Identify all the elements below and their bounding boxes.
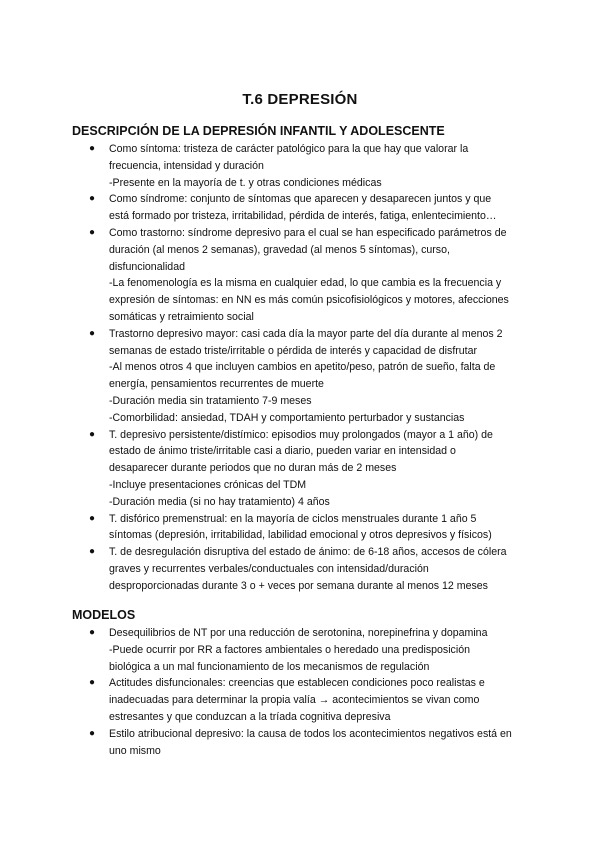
list-item-text: frecuencia, intensidad y duración	[109, 159, 264, 172]
bullet-icon: ●	[89, 143, 96, 154]
list-item	[0, 427, 600, 511]
list-item-text: Como síndrome: conjunto de síntomas que aparecen y desaparecen juntos y que	[109, 193, 492, 206]
bullet-icon: ●	[89, 226, 96, 238]
bullet-icon: ●	[89, 327, 96, 339]
bullet-icon: ●	[89, 677, 96, 689]
list-item-text: está formado por tristeza, irritabilidad, pérdida de interés, fatiga, enlentecimiento…	[109, 210, 497, 223]
list-item	[0, 726, 600, 760]
list-item-text: Trastorno depresivo mayor: casi cada día la mayor parte del día durante al menos 2	[109, 327, 503, 340]
list-item-text: -Presente en la mayoría de t. y otras condiciones médicas	[109, 176, 382, 189]
list-item	[0, 511, 600, 545]
bullet-icon: ●	[89, 627, 96, 638]
list-item-text: biológica a un mal funcionamiento de los mecanismos de regulación	[109, 660, 430, 673]
page-title: T.6 DEPRESIÓN	[242, 91, 358, 108]
list-item-text: -Al menos otros 4 que incluyen cambios en apetito/peso, patrón de sueño, falta de	[109, 361, 496, 374]
list-item-text: uno mismo	[109, 744, 161, 757]
list-item-text: desaparecer durante periodos que no duran más de 2 meses	[109, 462, 397, 475]
list-item-text: estado de ánimo triste/irritable casi a diario, pueden variar en intensidad o	[109, 445, 456, 458]
list-item	[0, 141, 600, 191]
list-item	[0, 675, 600, 725]
list-item-text: -Comorbilidad: ansiedad, TDAH y comportamiento perturbador y sustancias	[109, 411, 465, 424]
list-item-text: graves y recurrentes verbales/conductuales con intensidad/duración	[109, 562, 429, 575]
list-item-text: estresantes y que conduzcan a la tríada cognitiva depresiva	[109, 710, 391, 723]
list-item-text: disfuncionalidad	[109, 260, 185, 273]
list-item-text: desproporcionadas durante 3 o + veces por semana durante al menos 12 meses	[109, 579, 488, 592]
list-item-text: Como trastorno: síndrome depresivo para el cual se han especificado parámetros de	[109, 226, 507, 239]
list-item	[0, 225, 600, 326]
list-item-text: -Duración media sin tratamiento 7-9 meses	[109, 394, 312, 407]
list-item-text: Como síntoma: tristeza de carácter patológico para la que hay que valorar la	[109, 143, 469, 155]
list-item-text: -La fenomenología es la misma en cualquier edad, lo que cambia es la frecuencia y	[109, 277, 502, 290]
list-item-text: -Puede ocurrir por RR a factores ambientales o heredado una predisposición	[109, 643, 470, 656]
list-item-text: Actitudes disfuncionales: creencias que establecen condiciones poco realistas e	[109, 677, 485, 690]
list-item-text: T. disfórico premenstrual: en la mayoría de ciclos menstruales durante 1 año 5	[109, 512, 477, 525]
bullet-icon: ●	[89, 546, 96, 558]
descripcion-list	[0, 141, 600, 595]
section-heading-descripcion: DESCRIPCIÓN DE LA DEPRESIÓN INFANTIL Y ADOLESCENTE	[72, 124, 445, 138]
list-item-text: semanas de estado triste/irritable o pérdida de interés y capacidad de disfrutar	[109, 344, 478, 357]
list-item-text: T. de desregulación disruptiva del estado de ánimo: de 6-18 años, accesos de cólera	[109, 546, 507, 559]
list-item	[0, 625, 600, 675]
list-item-text: Estilo atribucional depresivo: la causa de todos los acontecimientos negativos está en	[109, 727, 512, 740]
list-item-text: T. depresivo persistente/distímico: episodios muy prolongados (mayor a 1 año) de	[109, 428, 493, 441]
bullet-icon: ●	[89, 193, 96, 205]
modelos-list	[0, 625, 600, 759]
list-item	[0, 191, 600, 225]
list-item	[0, 544, 600, 594]
list-item-text: -Incluye presentaciones crónicas del TDM	[109, 478, 307, 491]
list-item-text: expresión de síntomas: en NN es más común psicofisiológicos y motores, afecciones	[109, 294, 509, 307]
list-item-text: energía, pensamientos recurrentes de muerte	[109, 378, 324, 391]
section-heading-modelos: MODELOS	[72, 608, 136, 622]
list-item-text: inadecuadas para determinar la propia valía → acontecimientos se vivan como	[109, 694, 480, 707]
list-item-text: duración (al menos 2 semanas), gravedad (al menos 5 síntomas), curso,	[109, 243, 450, 256]
bullet-icon: ●	[89, 428, 96, 440]
list-item-text: -Duración media (si no hay tratamiento) 4 años	[109, 495, 330, 508]
bullet-icon: ●	[89, 727, 96, 739]
list-item	[0, 326, 600, 427]
list-item-text: Desequilibrios de NT por una reducción de serotonina, norepinefrina y dopamina	[109, 627, 488, 639]
bullet-icon: ●	[89, 512, 96, 524]
list-item-text: síntomas (depresión, irritabilidad, labilidad emocional y otros depresivos y físicos)	[109, 529, 492, 542]
list-item-text: somáticas y retraimiento social	[109, 310, 254, 323]
